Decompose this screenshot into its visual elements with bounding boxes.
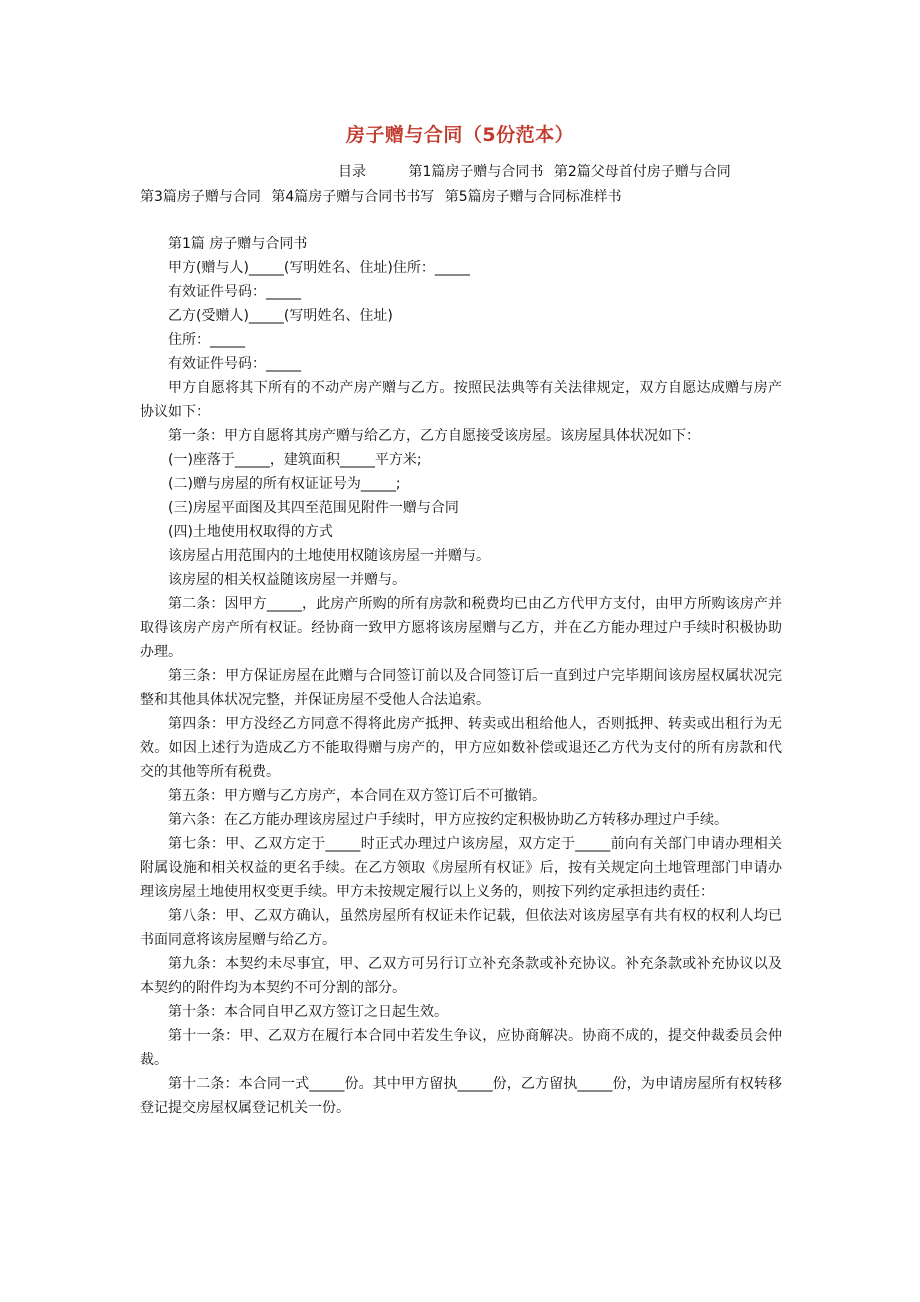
article-8: 第八条：甲、乙双方确认，虽然房屋所有权证未作记载，但依法对该房屋享有共有权的权利人均已书面同意将该房屋赠与给乙方。 bbox=[140, 908, 782, 948]
article-1-item: (四)土地使用权取得的方式 bbox=[168, 524, 333, 540]
article-1-item: (三)房屋平面图及其四至范围见附件一赠与合同 bbox=[168, 500, 459, 516]
article-11: 第十一条：甲、乙双方在履行本合同中若发生争议，应协商解决。协商不成的，提交仲裁委员会仲裁。 bbox=[140, 1028, 782, 1068]
toc-entry-3[interactable]: 第3篇房子赠与合同 bbox=[140, 189, 261, 205]
article-1-item: (一)座落于_____，建筑面积_____平方米; bbox=[168, 452, 422, 468]
article-1-item: 该房屋的相关权益随该房屋一并赠与。 bbox=[168, 572, 406, 588]
article-12: 第十二条：本合同一式_____份。其中甲方留执_____份，乙方留执_____份，为申请房屋所有权转移登记提交房屋权属登记机关一份。 bbox=[140, 1076, 782, 1116]
party-b-field: 乙方(受赠人)_____(写明姓名、住址) bbox=[168, 308, 393, 324]
section-heading: 第1篇 房子赠与合同书 bbox=[168, 236, 308, 252]
article-10: 第十条：本合同自甲乙双方签订之日起生效。 bbox=[168, 1004, 448, 1020]
article-4: 第四条：甲方没经乙方同意不得将此房产抵押、转卖或出租给他人，否则抵押、转卖或出租行为无效。如因上述行为造成乙方不能取得赠与房产的，甲方应如数补偿或退还乙方代为支付的所有房款和代交的其他等所有税费。 bbox=[140, 716, 782, 780]
toc-entry-4[interactable]: 第4篇房子赠与合同书书写 bbox=[271, 189, 435, 205]
table-of-contents-continued bbox=[140, 185, 628, 209]
party-b-address-field: 住所：_____ bbox=[168, 332, 245, 348]
party-b-id-field: 有效证件号码：_____ bbox=[168, 356, 301, 372]
article-1-item: 该房屋占用范围内的土地使用权随该房屋一并赠与。 bbox=[168, 548, 490, 564]
document-title: 房子赠与合同（5份范本） bbox=[345, 124, 575, 146]
toc-entry-1[interactable]: 第1篇房子赠与合同书 bbox=[408, 164, 544, 180]
party-a-field: 甲方(赠与人)_____(写明姓名、住址)住所：_____ bbox=[168, 260, 470, 276]
article-5: 第五条：甲方赠与乙方房产，本合同在双方签订后不可撤销。 bbox=[168, 788, 546, 804]
party-a-id-field: 有效证件号码：_____ bbox=[168, 284, 301, 300]
article-1-item: (二)赠与房屋的所有权证证号为_____; bbox=[168, 476, 401, 492]
toc-label: 目录 bbox=[338, 164, 366, 180]
article-7: 第七条：甲、乙双方定于_____时正式办理过户该房屋，双方定于_____前向有关部门申请办理相关附属设施和相关权益的更名手续。在乙方领取《房屋所有权证》后，按有关规定向土地管理部门申请办理该房屋土地使用权变更手续。甲方未按规定履行以上义务的，则按下列约定承担违约责任： bbox=[140, 836, 782, 900]
article-2: 第二条：因甲方_____，此房产所购的所有房款和税费均已由乙方代甲方支付，由甲方所购该房产并取得该房产房产所有权证。经协商一致甲方愿将该房屋赠与乙方，并在乙方能办理过户手续时积极协助办理。 bbox=[140, 596, 782, 660]
section-1-body bbox=[140, 232, 782, 1120]
toc-entry-2[interactable]: 第2篇父母首付房子赠与合同 bbox=[553, 164, 731, 180]
table-of-contents bbox=[338, 160, 737, 184]
intro-paragraph: 甲方自愿将其下所有的不动产房产赠与乙方。按照民法典等有关法律规定，双方自愿达成赠与房产协议如下： bbox=[140, 380, 782, 420]
article-1: 第一条：甲方自愿将其房产赠与给乙方，乙方自愿接受该房屋。该房屋具体状况如下： bbox=[168, 428, 700, 444]
article-9: 第九条：本契约未尽事宜，甲、乙双方可另行订立补充条款或补充协议。补充条款或补充协议以及本契约的附件均为本契约不可分割的部分。 bbox=[140, 956, 782, 996]
article-6: 第六条：在乙方能办理该房屋过户手续时，甲方应按约定积极协助乙方转移办理过户手续。 bbox=[168, 812, 728, 828]
toc-entry-5[interactable]: 第5篇房子赠与合同标准样书 bbox=[444, 189, 622, 205]
article-3: 第三条：甲方保证房屋在此赠与合同签订前以及合同签订后一直到过户完毕期间该房屋权属状况完整和其他具体状况完整，并保证房屋不受他人合法追索。 bbox=[140, 668, 782, 708]
